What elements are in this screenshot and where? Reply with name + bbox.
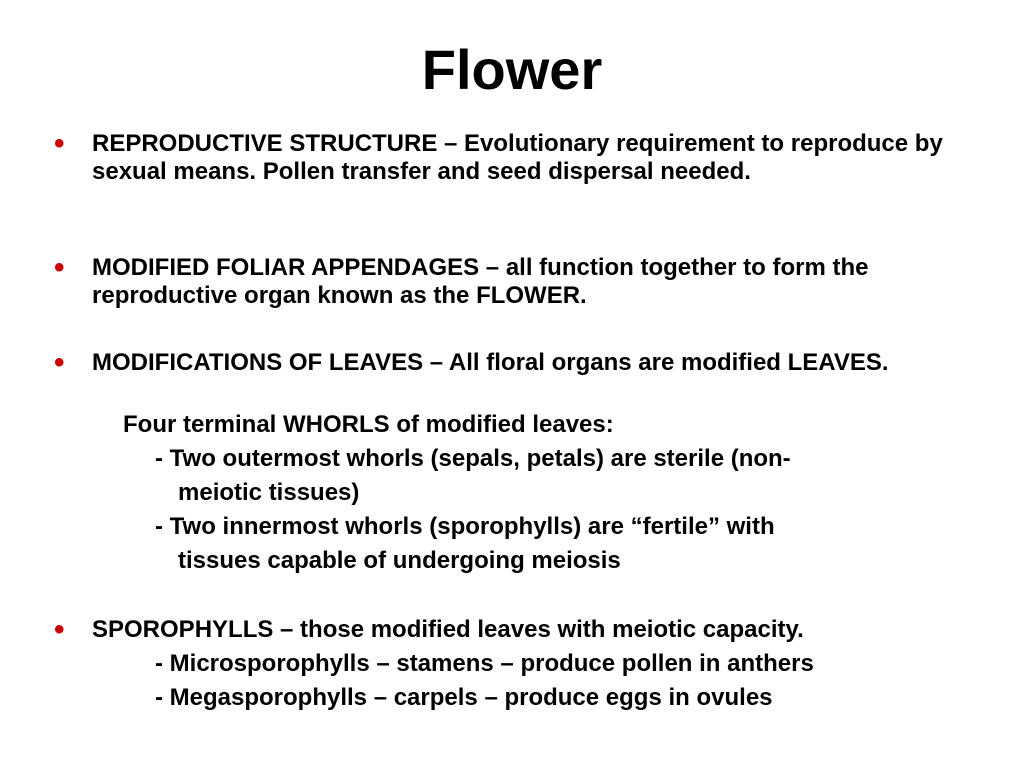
bullet-marker: • <box>54 346 65 379</box>
bullet-text: MODIFIED FOLIAR APPENDAGES – all function together to form the reproductive organ known as the FLOWER. <box>92 254 869 309</box>
bullet-marker: • <box>54 613 65 646</box>
sub-line: tissues capable of undergoing meiosis <box>178 547 621 574</box>
bullet-marker: • <box>54 127 65 160</box>
sub-line: - Microsporophylls – stamens – produce pollen in anthers <box>155 650 814 677</box>
bullet-marker: • <box>54 251 65 284</box>
sub-line: meiotic tissues) <box>178 479 360 506</box>
slide-title: Flower <box>421 38 603 101</box>
bullet-text: REPRODUCTIVE STRUCTURE – Evolutionary requirement to reproduce by sexual means. Pollen transfer and seed dispersal needed. <box>92 130 943 185</box>
sub-line: - Two innermost whorls (sporophylls) are “fertile” with <box>155 513 775 540</box>
sub-line: - Two outermost whorls (sepals, petals) are sterile (non- <box>155 445 791 472</box>
bullet-text: MODIFICATIONS OF LEAVES – All floral organs are modified LEAVES. <box>92 349 889 376</box>
sub-line: Four terminal WHORLS of modified leaves: <box>123 411 614 438</box>
sub-line: - Megasporophylls – carpels – produce eggs in ovules <box>155 684 773 711</box>
bullet-text: SPOROPHYLLS – those modified leaves with meiotic capacity. <box>92 616 804 643</box>
